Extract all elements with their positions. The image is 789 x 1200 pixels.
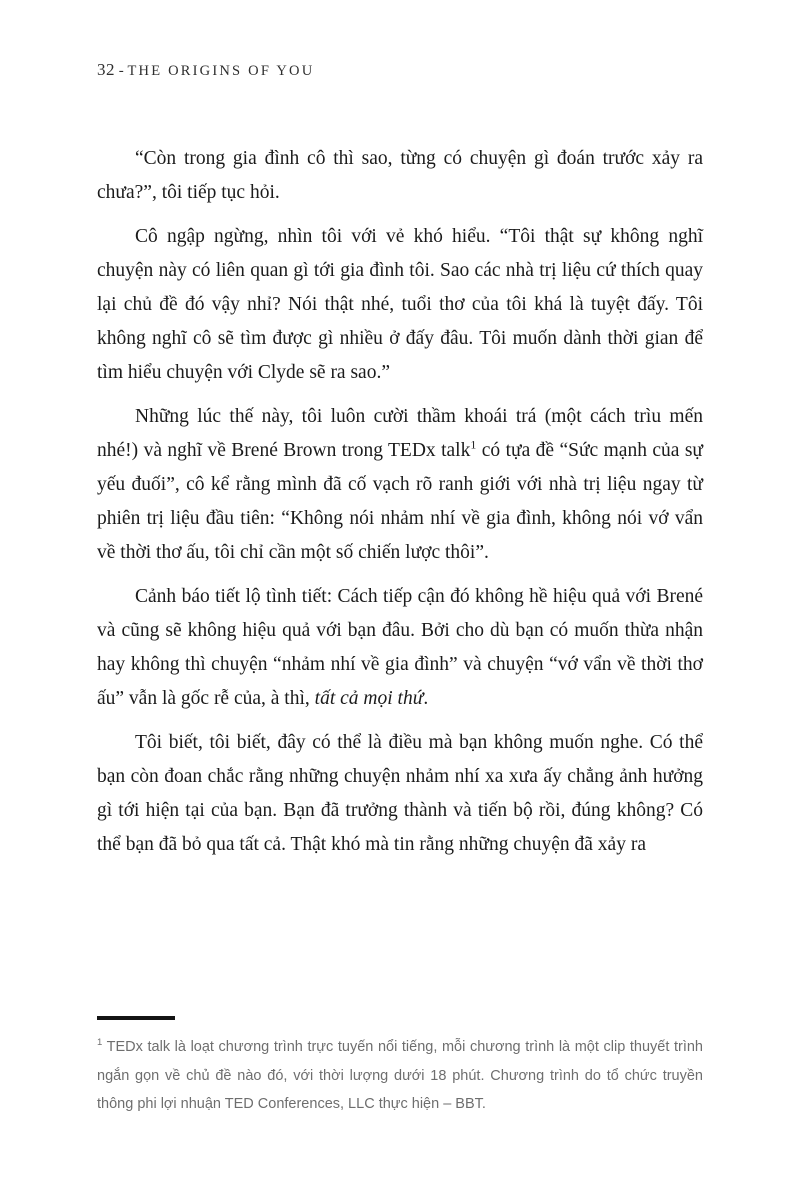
paragraph-1: “Còn trong gia đình cô thì sao, từng có chuyện gì đoán trước xảy ra chưa?”, tôi tiếp tục hỏi.: [97, 148, 703, 203]
paragraph-2: Cô ngập ngừng, nhìn tôi với vẻ khó hiểu. “Tôi thật sự không nghĩ chuyện này có liên quan gì tới gia đình tôi. Sao các nhà trị liệu cứ thích quay lại chủ đề đó vậy nhỉ? Nói thật nhé, tuổi thơ của tôi khá là tuyệt đấy. Tôi không nghĩ cô sẽ tìm được gì nhiều ở đấy đâu. Tôi muốn dành thời gian để tìm hiểu chuyện với Clyde sẽ ra sao.”: [97, 226, 703, 383]
body-text: [97, 142, 703, 862]
paragraph-5: Tôi biết, tôi biết, đây có thể là điều mà bạn không muốn nghe. Có thể bạn còn đoan chắc rằng những chuyện nhảm nhí xa xưa ấy chẳng ảnh hưởng gì tới hiện tại của bạn. Bạn đã trưởng thành và tiến bộ rồi, đúng không? Có thể bạn đã bỏ qua tất cả. Thật khó mà tin rằng những chuyện đã xảy ra: [97, 732, 703, 855]
footnote-marker: 1: [97, 1037, 103, 1049]
book-title: THE ORIGINS OF YOU: [127, 63, 315, 79]
running-header: [97, 60, 314, 80]
footnote-text: TEDx talk là loạt chương trình trực tuyến nổi tiếng, mỗi chương trình là một clip thuyết trình ngắn gọn về chủ đề nào đó, với thời lượng dưới 18 phút. Chương trình do tổ chức truyền thông phi lợi nhuận TED Conferences, LLC thực hiện – BBT.: [97, 1039, 703, 1112]
paragraph-3-text: Những lúc thế này, tôi luôn cười thầm khoái trá (một cách trìu mến nhé!) và nghĩ về Brené Brown trong TEDx talk: [97, 406, 703, 461]
footnote-area: [97, 1016, 703, 1119]
page-number: 32: [97, 60, 115, 79]
paragraph-3: [97, 400, 703, 570]
header-separator: -: [115, 63, 128, 79]
footnote-reference: 1: [470, 437, 477, 452]
footnote: [97, 1033, 703, 1119]
paragraph-4-italic-phrase: tất cả mọi thứ: [314, 688, 424, 709]
footnote-divider: [97, 1016, 175, 1020]
paragraph-4: [97, 580, 703, 716]
paragraph-3-text-continued: có tựa đề “Sức mạnh của sự yếu đuối”, cô kể rằng mình đã cố vạch rõ ranh giới với nhà trị liệu ngay từ phiên trị liệu đầu tiên: “Không nói nhảm nhí về gia đình, không nói vớ vẩn về thời thơ ấu, tôi chỉ cần một số chiến lược thôi”.: [97, 440, 704, 563]
paragraph-4-text-end: .: [423, 688, 429, 709]
paragraph-4-text: Cảnh báo tiết lộ tình tiết: Cách tiếp cận đó không hề hiệu quả với Brené và cũng sẽ không hiệu quả với bạn đâu. Bởi cho dù bạn có muốn thừa nhận hay không thì chuyện “nhảm nhí về gia đình” và chuyện “vớ vẩn về thời thơ ấu” vẫn là gốc rễ của, à thì,: [97, 586, 703, 709]
